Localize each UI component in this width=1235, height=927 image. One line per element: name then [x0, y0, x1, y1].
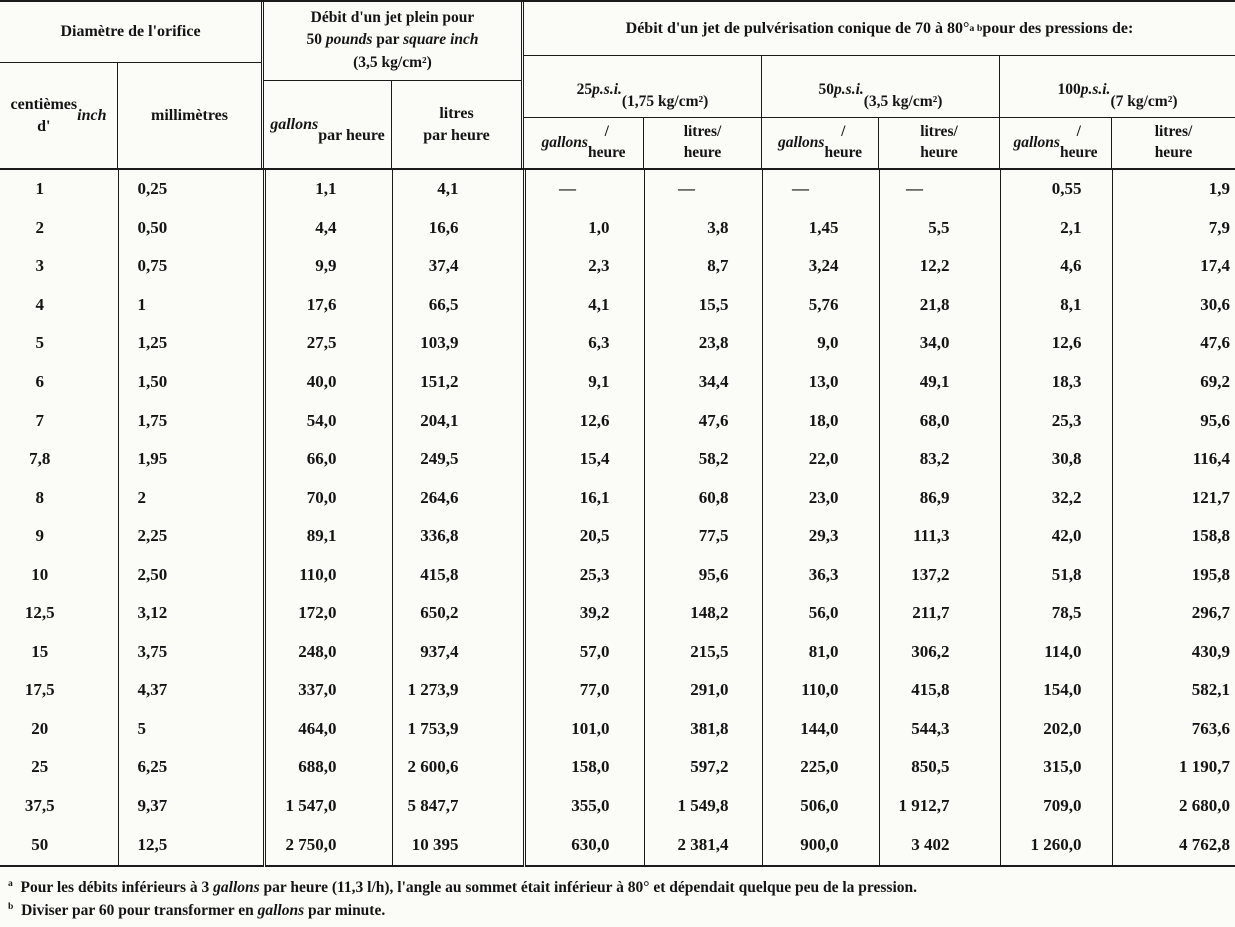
table-cell: 151,2	[392, 363, 524, 402]
table-cell: 86,9	[879, 478, 1000, 517]
table-cell: 30,8	[1000, 440, 1112, 479]
table-cell: 296,7	[1191, 603, 1230, 623]
table-cell: 4	[0, 286, 118, 325]
table-header	[0, 0, 1235, 170]
header-col-gallons-par-heure: gallons par heure	[264, 81, 392, 168]
table-cell: 3,75	[118, 633, 264, 672]
table-cell: 27,5	[264, 324, 392, 363]
table-cell: 57,0	[524, 633, 644, 672]
table-cell: 58,2	[644, 440, 762, 479]
table-cell: 95,6	[644, 555, 762, 594]
table-cell: —	[762, 170, 879, 209]
table-cell: 23,8	[644, 324, 762, 363]
table-cell: 25,3	[524, 555, 644, 594]
table-cell: 1 549,8	[644, 787, 762, 826]
table-cell: 121,7	[1191, 487, 1230, 507]
table-cell: 248,0	[264, 633, 392, 672]
table-cell: 69,2	[1200, 372, 1230, 391]
table-cell: 34,0	[879, 324, 1000, 363]
header-subcol-gallons-50psi: gallons / heure	[762, 118, 879, 168]
table-cell: 8,7	[644, 247, 762, 286]
table-cell: 415,8	[392, 555, 524, 594]
table-cell: 1,50	[118, 363, 264, 402]
table-cell: 5 847,7	[392, 787, 524, 826]
table-cell: 4,1	[392, 170, 524, 209]
table-cell: 18,3	[1000, 363, 1112, 402]
table-cell: 9,37	[118, 787, 264, 826]
header-pressure-row	[524, 56, 1235, 118]
table-cell: 1,1	[264, 170, 392, 209]
table-cell: 582,1	[1191, 680, 1230, 700]
table-cell: 6,25	[118, 748, 264, 787]
table-cell: 23,0	[762, 478, 879, 517]
table-cell: 3,24	[762, 247, 879, 286]
table-cell: 114,0	[1000, 633, 1112, 672]
table-row	[0, 324, 1235, 363]
table-cell: 264,6	[392, 478, 524, 517]
table-row	[0, 710, 1235, 749]
table-cell: 37,5	[0, 787, 118, 826]
table-cell: 900,0	[762, 825, 879, 866]
header-pressure-subrow	[524, 118, 1235, 168]
table-row	[0, 748, 1235, 787]
table-cell: 47,6	[1200, 333, 1230, 353]
table-cell: 42,0	[1000, 517, 1112, 556]
table-row	[0, 170, 1235, 209]
table-cell: 1 190,7	[1179, 757, 1230, 777]
table-cell: 68,0	[879, 401, 1000, 440]
table-cell: 70,0	[264, 478, 392, 517]
table-cell: 1,25	[118, 324, 264, 363]
table-cell: 4,1	[524, 286, 644, 325]
table-cell: 7,8	[0, 440, 118, 479]
table-cell: 9	[0, 517, 118, 556]
table-cell: 40,0	[264, 363, 392, 402]
table-cell: 18,0	[762, 401, 879, 440]
header-jet-plein-subrow	[264, 81, 521, 168]
table-cell: 12,6	[1000, 324, 1112, 363]
table-cell: 2,25	[118, 517, 264, 556]
table-cell: 464,0	[264, 710, 392, 749]
table-row	[0, 286, 1235, 325]
table-row	[0, 363, 1235, 402]
table-cell: 77,0	[524, 671, 644, 710]
header-jet-plein-title: Débit d'un jet plein pour 50 pounds par square inch (3,5 kg/cm²)	[264, 2, 521, 81]
table-cell: 1 260,0	[1000, 825, 1112, 866]
header-col-litres-par-heure: litres par heure	[423, 104, 490, 144]
table-cell: 2	[0, 209, 118, 248]
table-cell: 1,45	[762, 209, 879, 248]
table-cell: 5,5	[879, 209, 1000, 248]
table-cell: 22,0	[762, 440, 879, 479]
table-cell: 3,12	[118, 594, 264, 633]
table-cell: 66,5	[392, 286, 524, 325]
table-cell: 8	[0, 478, 118, 517]
table-cell: 30,6	[1200, 294, 1230, 314]
header-subcol-gallons-100psi: gallons / heure	[1000, 118, 1112, 168]
table-cell: 16,1	[524, 478, 644, 517]
table-cell: 1	[0, 170, 118, 209]
header-subcol-litres-50psi: litres/ heure	[879, 118, 1000, 168]
table-cell: 211,7	[879, 594, 1000, 633]
table-cell: 4 762,8	[1179, 835, 1230, 855]
table-cell: 49,1	[879, 363, 1000, 402]
table-cell: 154,0	[1000, 671, 1112, 710]
table-cell: 355,0	[524, 787, 644, 826]
header-pressure-25psi: 25 p.s.i. (1,75 kg/cm²)	[524, 56, 762, 117]
table-cell: 1 912,7	[879, 787, 1000, 826]
table-cell: 39,2	[524, 594, 644, 633]
table-cell: 763,6	[1191, 718, 1230, 738]
table-cell: 688,0	[264, 748, 392, 787]
table-cell: 0,50	[118, 209, 264, 248]
table-cell: 2,3	[524, 247, 644, 286]
header-subcol-litres-100psi: litres/ heure	[1154, 123, 1193, 161]
table-cell: 54,0	[264, 401, 392, 440]
table-cell: 6	[0, 363, 118, 402]
table-cell: 3 402	[879, 825, 1000, 866]
table-body	[0, 170, 1235, 866]
table-cell: 110,0	[264, 555, 392, 594]
table-cell: 430,9	[1191, 641, 1230, 661]
table-cell: 32,2	[1000, 478, 1112, 517]
table-cell: 83,2	[879, 440, 1000, 479]
header-subcol-litres-25psi: litres/ heure	[644, 118, 762, 168]
table-cell: 1,0	[524, 209, 644, 248]
table-cell: 4,6	[1000, 247, 1112, 286]
table-cell: —	[879, 170, 1000, 209]
table-cell: 66,0	[264, 440, 392, 479]
table-cell: 9,9	[264, 247, 392, 286]
table-cell: 506,0	[762, 787, 879, 826]
table-cell: 158,8	[1191, 526, 1230, 546]
table-cell: 1,9	[1208, 179, 1230, 199]
table-cell: 101,0	[524, 710, 644, 749]
table-cell: 10	[0, 555, 118, 594]
table-row	[0, 555, 1235, 594]
table-row	[0, 209, 1235, 248]
footnote-b: $^b$ Diviser par 60 pour transformer en gallons par minute.	[8, 901, 386, 920]
header-group-pulverisation	[524, 2, 1235, 168]
table-cell: 51,8	[1000, 555, 1112, 594]
table-row	[0, 247, 1235, 286]
table-cell: 12,6	[524, 401, 644, 440]
table-cell: 4,37	[118, 671, 264, 710]
header-diametre-title: Diamètre de l'orifice	[0, 2, 261, 63]
header-col-millimetres: millimètres	[150, 106, 228, 124]
table-cell: —	[524, 170, 644, 209]
table-cell: 1	[118, 286, 264, 325]
table-cell: 2,1	[1000, 209, 1112, 248]
table-cell: 630,0	[524, 825, 644, 866]
table-cell: 5	[0, 324, 118, 363]
table-cell: 2 750,0	[264, 825, 392, 866]
table-cell: 336,8	[392, 517, 524, 556]
table-cell: 95,6	[1200, 410, 1230, 430]
table-cell: 29,3	[762, 517, 879, 556]
table-cell: 544,3	[879, 710, 1000, 749]
header-diametre-subrow	[0, 63, 261, 168]
table-cell: 5	[118, 710, 264, 749]
table-cell: 249,5	[392, 440, 524, 479]
table-row	[0, 440, 1235, 479]
header-pressure-100psi: 100 p.s.i. (7 kg/cm²)	[1057, 80, 1178, 110]
table-cell: 116,4	[1192, 449, 1230, 469]
table-cell: 60,8	[644, 478, 762, 517]
table-cell: 137,2	[879, 555, 1000, 594]
table-cell: 597,2	[644, 748, 762, 787]
table-cell: 34,4	[644, 363, 762, 402]
table-cell: 3	[0, 247, 118, 286]
table-cell: 2	[118, 478, 264, 517]
table-cell: 5,76	[762, 286, 879, 325]
table-cell: 215,5	[644, 633, 762, 672]
table-cell: 1 753,9	[392, 710, 524, 749]
table-cell: 0,75	[118, 247, 264, 286]
table-cell: 2 680,0	[1179, 796, 1230, 816]
table-cell: 9,1	[524, 363, 644, 402]
table-cell: 56,0	[762, 594, 879, 633]
table-cell: 21,8	[879, 286, 1000, 325]
table-cell: 306,2	[879, 633, 1000, 672]
table-cell: 2 600,6	[392, 748, 524, 787]
table-cell: 103,9	[392, 324, 524, 363]
table-cell: 148,2	[644, 594, 762, 633]
table-cell: 15	[0, 633, 118, 672]
table-cell: 650,2	[392, 594, 524, 633]
table-row	[0, 594, 1235, 633]
table-cell: 12,5	[0, 594, 118, 633]
table-cell: 709,0	[1000, 787, 1112, 826]
table-cell: 77,5	[644, 517, 762, 556]
table-cell: 4,4	[264, 209, 392, 248]
table-cell: 291,0	[644, 671, 762, 710]
table-cell: 17,5	[0, 671, 118, 710]
table-cell: 47,6	[644, 401, 762, 440]
header-col-centiemes-inch: centièmes d' inch	[0, 63, 118, 168]
table-cell: 6,3	[524, 324, 644, 363]
table-cell: 9,0	[762, 324, 879, 363]
table-row	[0, 478, 1235, 517]
table-cell: 20	[0, 710, 118, 749]
table-cell: 17,4	[1200, 256, 1230, 276]
table-cell: 1 273,9	[392, 671, 524, 710]
table-cell: 225,0	[762, 748, 879, 787]
table-cell: 81,0	[762, 633, 879, 672]
table-cell: 850,5	[879, 748, 1000, 787]
table-cell: 415,8	[879, 671, 1000, 710]
table-cell: 202,0	[1000, 710, 1112, 749]
footnote-a: $^a$ Pour les débits inférieurs à 3 gallons par heure (11,3 l/h), l'angle au sommet était inférieur à 80° et dépendait quelque peu de la pression.	[8, 877, 918, 896]
table-cell: 172,0	[264, 594, 392, 633]
table-row	[0, 787, 1235, 826]
table-cell: 16,6	[392, 209, 524, 248]
table-row	[0, 633, 1235, 672]
table-cell: 15,4	[524, 440, 644, 479]
table-cell: 144,0	[762, 710, 879, 749]
table-cell: 204,1	[392, 401, 524, 440]
table-cell: 7	[0, 401, 118, 440]
table-cell: 0,55	[1000, 170, 1112, 209]
table-cell: 36,3	[762, 555, 879, 594]
table-cell: 50	[0, 825, 118, 866]
table-cell: 381,8	[644, 710, 762, 749]
table-row	[0, 671, 1235, 710]
table-cell: 110,0	[762, 671, 879, 710]
header-group-jet-plein	[264, 2, 524, 168]
table-cell: 3,8	[644, 209, 762, 248]
footnotes	[0, 867, 1235, 923]
table-cell: 20,5	[524, 517, 644, 556]
header-pulverisation-title: Débit d'un jet de pulvérisation conique de 70 à 80° a b pour des pressions de:	[524, 2, 1235, 56]
table-cell: 195,8	[1191, 564, 1230, 584]
table-cell: 111,3	[879, 517, 1000, 556]
table-cell: 12,5	[118, 825, 264, 866]
table-cell: 17,6	[264, 286, 392, 325]
table-cell: 1 547,0	[264, 787, 392, 826]
table-row	[0, 517, 1235, 556]
table-cell: 937,4	[392, 633, 524, 672]
table-cell: 2 381,4	[644, 825, 762, 866]
table-cell: 315,0	[1000, 748, 1112, 787]
table-cell: 8,1	[1000, 286, 1112, 325]
table-cell: —	[644, 170, 762, 209]
table-cell: 25,3	[1000, 401, 1112, 440]
table-row	[0, 401, 1235, 440]
table-row	[0, 825, 1235, 866]
table-cell: 25	[0, 748, 118, 787]
table-cell: 89,1	[264, 517, 392, 556]
data-table	[0, 170, 1235, 867]
header-pressure-50psi: 50 p.s.i. (3,5 kg/cm²)	[762, 56, 1000, 117]
table-cell: 10 395	[392, 825, 524, 866]
header-subcol-gallons-25psi: gallons / heure	[524, 118, 644, 168]
table-cell: 37,4	[392, 247, 524, 286]
table-cell: 7,9	[1208, 217, 1230, 237]
table-cell: 15,5	[644, 286, 762, 325]
header-group-diametre	[0, 2, 264, 168]
table-cell: 12,2	[879, 247, 1000, 286]
table-cell: 1,75	[118, 401, 264, 440]
table-cell: 2,50	[118, 555, 264, 594]
table-cell: 1,95	[118, 440, 264, 479]
table-cell: 78,5	[1000, 594, 1112, 633]
table-cell: 158,0	[524, 748, 644, 787]
table-cell: 13,0	[762, 363, 879, 402]
table-cell: 337,0	[264, 671, 392, 710]
table-cell: 0,25	[118, 170, 264, 209]
